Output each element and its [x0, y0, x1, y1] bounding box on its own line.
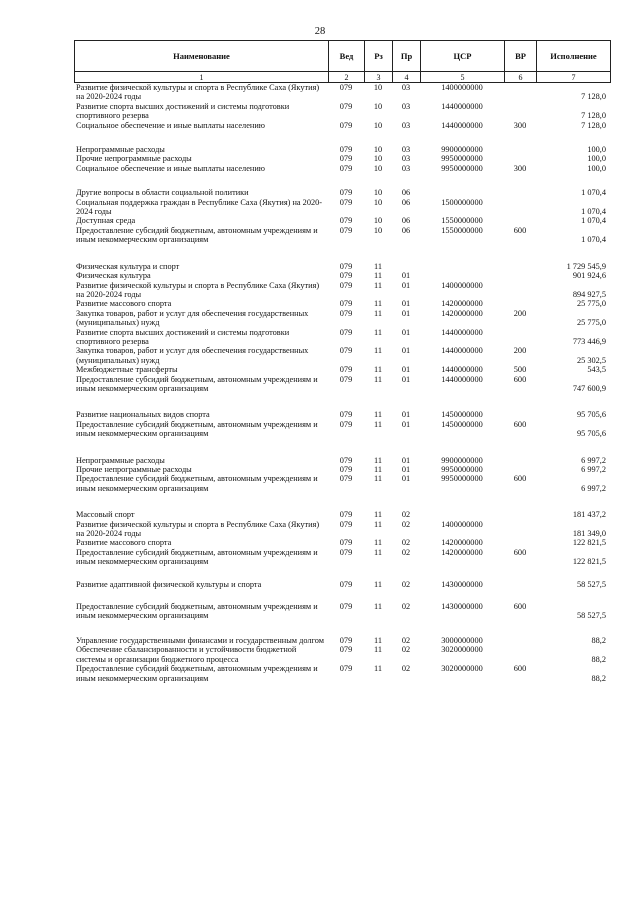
cell-vr [504, 328, 536, 347]
cell-rz: 11 [374, 664, 382, 674]
cell-pr: 02 [401, 602, 411, 612]
cell-name: Развитие спорта высших достижений и системы подготовки спортивного резерва [76, 101, 290, 121]
col-header-vr: ВР [505, 41, 537, 72]
cell-exec: 6 997,2 [581, 455, 606, 465]
cell-name: Предоставление субсидий бюджетным, автономным учреждениям и иным некоммерческим организациям [76, 225, 318, 245]
cell-rz: 10 [373, 83, 383, 92]
cell-name: Межбюджетные трансферты [76, 365, 178, 375]
cell-exec: 100,0 [587, 154, 606, 164]
cell-name: Социальное обеспечение и иные выплаты населению [76, 120, 265, 130]
cell-exec: 1 070,4 [581, 235, 606, 245]
table-row [74, 328, 610, 347]
cell-name: Развитие физической культуры и спорта в Республике Саха (Якутия) на 2020-2024 годы [76, 83, 320, 102]
cell-csr: 1430000000 [441, 602, 483, 612]
cell-name: Социальное обеспечение и иные выплаты населению [76, 163, 265, 173]
table-row [74, 271, 610, 280]
cell-pr: 01 [401, 465, 411, 474]
cell-vr: 600 [513, 664, 527, 674]
col-header-exec: Исполнение [537, 41, 611, 72]
cell-name: Развитие адаптивной физической культуры и спорта [76, 579, 262, 589]
cell-pr: 03 [401, 120, 411, 130]
col-num-pr: 4 [393, 72, 421, 83]
cell-rz: 11 [374, 299, 382, 309]
table-row [74, 410, 610, 419]
cell-name: Предоставление субсидий бюджетным, автономным учреждениям и иным некоммерческим организациям [76, 602, 318, 621]
cell-vr: 600 [513, 374, 527, 384]
cell-vr: 500 [513, 365, 527, 375]
table-body [74, 83, 610, 683]
cell-exec: 7 128,0 [581, 92, 606, 102]
col-num-rz: 3 [365, 72, 393, 83]
cell-rz: 10 [373, 188, 383, 198]
cell-ved: 079 [339, 216, 353, 226]
cell-pr: 01 [401, 365, 411, 375]
cell-exec: 88,2 [591, 654, 606, 664]
table-row [74, 226, 610, 245]
cell-ved: 079 [339, 410, 353, 420]
cell-rz: 11 [374, 308, 382, 318]
col-num-csr: 5 [421, 72, 505, 83]
table-row [74, 602, 610, 621]
cell-vr [504, 410, 536, 419]
cell-pr: 02 [401, 538, 411, 548]
cell-csr: 1440000000 [441, 346, 483, 356]
cell-csr: 1440000000 [441, 120, 483, 130]
cell-pr: 06 [401, 225, 411, 235]
cell-pr: 01 [401, 410, 411, 420]
cell-ved: 079 [339, 145, 353, 155]
table-row [74, 145, 610, 154]
cell-csr: 1440000000 [441, 365, 483, 375]
cell-csr: 9950000000 [441, 474, 483, 484]
cell-pr: 03 [401, 145, 411, 155]
col-header-name: Наименование [75, 41, 329, 72]
cell-exec: 25 775,0 [576, 318, 606, 328]
cell-vr: 200 [513, 308, 527, 318]
cell-vr [504, 102, 536, 121]
cell-csr: 1450000000 [441, 419, 483, 429]
table-row [74, 281, 610, 300]
table-header [74, 40, 611, 83]
cell-vr [504, 271, 536, 280]
spacer-row [74, 567, 610, 580]
cell-pr: 03 [401, 154, 411, 164]
cell-exec: 1 070,4 [581, 188, 606, 198]
col-num-ved: 2 [329, 72, 365, 83]
cell-vr [504, 198, 536, 217]
cell-rz: 11 [374, 271, 382, 281]
table-row [74, 164, 610, 173]
cell-rz: 10 [373, 216, 383, 226]
cell-pr: 01 [401, 271, 411, 281]
cell-rz: 11 [374, 474, 382, 484]
cell-pr: 06 [401, 188, 411, 198]
cell-rz: 11 [374, 374, 382, 384]
cell-ved: 079 [339, 538, 353, 548]
cell-name: Непрограммные расходы [76, 455, 165, 465]
table-row [74, 365, 610, 374]
cell-rz: 11 [374, 510, 382, 520]
cell-csr: 1420000000 [441, 547, 483, 557]
cell-name: Непрограммные расходы [76, 145, 165, 155]
cell-csr: 3000000000 [441, 635, 483, 645]
cell-csr: 1500000000 [441, 197, 483, 207]
cell-rz: 11 [374, 410, 382, 420]
table-row [74, 216, 610, 225]
cell-exec: 122 821,5 [572, 557, 606, 567]
cell-rz: 11 [374, 455, 382, 465]
cell-exec: 25 775,0 [576, 299, 606, 309]
cell-rz: 11 [374, 365, 382, 375]
cell-vr: 600 [513, 547, 527, 557]
cell-ved: 079 [339, 280, 353, 290]
cell-ved: 079 [339, 419, 353, 429]
cell-csr: 1400000000 [441, 280, 483, 290]
cell-csr: 1400000000 [441, 83, 483, 92]
cell-csr: 9950000000 [441, 465, 483, 474]
cell-pr: 01 [401, 280, 411, 290]
table-row [74, 121, 610, 130]
cell-exec: 25 302,5 [576, 355, 606, 365]
cell-ved: 079 [339, 225, 353, 235]
cell-exec: 1 070,4 [581, 207, 606, 217]
cell-name: Предоставление субсидий бюджетным, автономным учреждениям и иным некоммерческим организациям [76, 474, 318, 493]
col-header-pr: Пр [393, 41, 421, 72]
cell-pr [392, 262, 420, 271]
table-row [74, 465, 610, 474]
cell-exec: 181 437,2 [572, 510, 606, 520]
table-row [74, 154, 610, 163]
cell-ved: 079 [339, 474, 353, 484]
cell-ved: 079 [339, 327, 353, 337]
cell-name: Обеспечение сбалансированности и устойчивости бюджетной системы и организации бюджетного процесса [76, 645, 297, 664]
cell-ved: 079 [339, 510, 353, 520]
cell-pr: 01 [401, 474, 411, 484]
cell-ved: 079 [339, 154, 353, 164]
cell-pr: 06 [401, 216, 411, 226]
cell-exec: 122 821,5 [572, 538, 606, 548]
cell-ved: 079 [339, 120, 353, 130]
cell-vr [504, 262, 536, 271]
cell-ved: 079 [339, 197, 353, 207]
cell-name: Развитие физической культуры и спорта в Республике Саха (Якутия) на 2020-2024 годы [76, 519, 320, 539]
cell-csr: 1550000000 [441, 216, 483, 226]
cell-name: Другие вопросы в области социальной политики [76, 188, 249, 198]
cell-name: Социальная поддержка граждан в Республике Саха (Якутия) на 2020-2024 годы [76, 197, 323, 217]
cell-rz: 11 [374, 538, 382, 548]
cell-vr [504, 83, 536, 102]
cell-ved: 079 [339, 645, 353, 655]
spacer-row [74, 393, 610, 410]
cell-rz: 10 [373, 225, 383, 235]
cell-exec: 88,2 [591, 635, 606, 645]
col-header-ved: Вед [329, 41, 365, 72]
cell-exec: 1 070,4 [581, 216, 606, 226]
col-num-name: 1 [75, 72, 329, 83]
cell-vr [504, 645, 536, 664]
cell-rz: 11 [374, 465, 382, 474]
cell-rz: 10 [373, 101, 383, 111]
cell-ved: 079 [339, 602, 353, 612]
table-row [74, 83, 610, 102]
cell-rz: 11 [374, 346, 382, 356]
cell-name: Массовый спорт [76, 510, 135, 520]
cell-vr: 600 [513, 602, 527, 612]
cell-ved: 079 [339, 163, 353, 173]
cell-csr: 9950000000 [441, 154, 483, 164]
cell-rz: 11 [374, 635, 382, 645]
cell-rz: 11 [374, 280, 382, 290]
cell-name: Предоставление субсидий бюджетным, автономным учреждениям и иным некоммерческим организациям [76, 547, 318, 567]
spacer-row [74, 130, 610, 145]
table-row [74, 309, 610, 328]
cell-ved: 079 [339, 365, 353, 375]
cell-name: Развитие национальных видов спорта [76, 410, 210, 420]
cell-pr: 01 [401, 346, 411, 356]
cell-csr: 3020000000 [441, 645, 483, 655]
cell-pr: 01 [401, 455, 411, 465]
cell-exec: 901 924,6 [572, 271, 606, 281]
cell-vr: 200 [513, 346, 527, 356]
cell-ved: 079 [339, 547, 353, 557]
cell-ved: 079 [339, 664, 353, 674]
cell-csr [420, 510, 504, 519]
cell-ved: 079 [339, 299, 353, 309]
table-row [74, 456, 610, 465]
cell-pr: 03 [401, 101, 411, 111]
cell-vr [504, 216, 536, 225]
cell-csr: 9950000000 [441, 163, 483, 173]
cell-pr: 03 [401, 163, 411, 173]
table-row [74, 375, 610, 394]
table-row [74, 645, 610, 664]
col-num-vr: 6 [505, 72, 537, 83]
cell-csr [420, 188, 504, 197]
cell-vr [504, 538, 536, 547]
cell-name: Закупка товаров, работ и услуг для обеспечения государственных (муниципальных) нужд [76, 346, 309, 365]
cell-exec: 543,5 [587, 365, 606, 375]
cell-pr: 02 [401, 519, 411, 529]
col-header-rz: Рз [365, 41, 393, 72]
cell-rz: 11 [374, 547, 382, 557]
cell-name: Развитие массового спорта [76, 538, 172, 548]
cell-csr: 1550000000 [441, 225, 483, 235]
cell-name: Развитие массового спорта [76, 299, 172, 309]
cell-rz: 11 [374, 419, 382, 429]
cell-exec: 181 349,0 [572, 529, 606, 539]
cell-ved: 079 [339, 579, 353, 589]
cell-name: Предоставление субсидий бюджетным, автономным учреждениям и иным некоммерческим организациям [76, 664, 318, 683]
table-row [74, 664, 610, 683]
table-row [74, 198, 610, 217]
spacer-row [74, 245, 610, 262]
cell-csr: 1400000000 [441, 519, 483, 529]
col-num-exec: 7 [537, 72, 611, 83]
cell-name: Развитие спорта высших достижений и системы подготовки спортивного резерва [76, 327, 290, 346]
cell-rz: 10 [373, 154, 383, 164]
cell-exec: 58 527,5 [576, 611, 606, 621]
cell-ved: 079 [339, 519, 353, 529]
col-header-csr: ЦСР [421, 41, 505, 72]
cell-name: Доступная среда [76, 216, 136, 226]
cell-exec: 894 927,5 [572, 289, 606, 299]
table-row [74, 188, 610, 197]
cell-pr: 01 [401, 419, 411, 429]
cell-csr: 9900000000 [441, 145, 483, 155]
cell-csr: 9900000000 [441, 455, 483, 465]
cell-csr [420, 262, 504, 271]
cell-vr [504, 456, 536, 465]
table-row [74, 262, 610, 271]
table-row [74, 580, 610, 589]
table-row [74, 538, 610, 547]
cell-vr [504, 636, 536, 645]
cell-pr: 01 [401, 374, 411, 384]
cell-vr [504, 510, 536, 519]
cell-csr: 1450000000 [441, 410, 483, 420]
cell-exec: 6 997,2 [581, 483, 606, 493]
cell-name: Прочие непрограммные расходы [76, 154, 192, 164]
cell-exec: 7 128,0 [581, 111, 606, 121]
cell-exec: 773 446,9 [572, 336, 606, 346]
cell-ved: 079 [339, 83, 353, 92]
cell-vr [504, 145, 536, 154]
cell-exec: 95 705,6 [576, 410, 606, 420]
budget-table [74, 40, 610, 683]
cell-rz: 11 [374, 327, 382, 337]
cell-ved: 079 [339, 374, 353, 384]
cell-rz: 11 [374, 579, 382, 589]
cell-pr: 02 [401, 579, 411, 589]
table-row [74, 548, 610, 567]
table-row [74, 299, 610, 308]
cell-pr: 01 [401, 308, 411, 318]
cell-name: Физическая культура и спорт [76, 261, 180, 271]
cell-rz: 11 [374, 261, 382, 271]
cell-pr: 02 [401, 510, 411, 520]
cell-pr: 02 [401, 635, 411, 645]
spacer-row [74, 589, 610, 602]
cell-exec: 100,0 [587, 163, 606, 173]
page-number: 28 [314, 26, 326, 37]
cell-ved: 079 [339, 465, 353, 474]
cell-vr: 300 [513, 163, 527, 173]
cell-rz: 11 [374, 645, 382, 655]
cell-csr: 1420000000 [441, 308, 483, 318]
cell-exec: 58 527,5 [576, 579, 606, 589]
cell-vr [504, 465, 536, 474]
cell-csr: 1440000000 [441, 374, 483, 384]
cell-name: Физическая культура [76, 271, 151, 281]
cell-exec: 747 600,9 [572, 383, 606, 393]
cell-ved: 079 [339, 346, 353, 356]
cell-csr: 3020000000 [441, 664, 483, 674]
cell-pr: 01 [401, 327, 411, 337]
cell-rz: 10 [373, 120, 383, 130]
table-row [74, 420, 610, 439]
cell-csr [420, 271, 504, 280]
cell-vr [504, 281, 536, 300]
cell-vr [504, 580, 536, 589]
table-row [74, 346, 610, 365]
cell-exec: 95 705,6 [576, 429, 606, 439]
spacer-row [74, 173, 610, 188]
table-row [74, 520, 610, 539]
table-row [74, 636, 610, 645]
cell-ved: 079 [339, 635, 353, 645]
cell-exec: 100,0 [587, 145, 606, 155]
cell-vr: 600 [513, 474, 527, 484]
cell-exec: 88,2 [591, 673, 606, 683]
cell-name: Предоставление субсидий бюджетным, автономным учреждениям и иным некоммерческим организациям [76, 419, 318, 439]
cell-exec: 1 729 545,9 [566, 261, 606, 271]
cell-rz: 11 [374, 602, 382, 612]
cell-vr [504, 188, 536, 197]
cell-ved: 079 [339, 188, 353, 198]
cell-rz: 10 [373, 163, 383, 173]
cell-pr: 01 [401, 299, 411, 309]
cell-vr [504, 154, 536, 163]
cell-exec: 6 997,2 [581, 465, 606, 474]
cell-vr: 600 [513, 419, 527, 429]
cell-ved: 079 [339, 271, 353, 281]
cell-pr: 02 [401, 645, 411, 655]
cell-rz: 11 [374, 519, 382, 529]
cell-csr: 1440000000 [441, 327, 483, 337]
cell-name: Предоставление субсидий бюджетным, автономным учреждениям и иным некоммерческим организациям [76, 374, 318, 393]
cell-name: Прочие непрограммные расходы [76, 465, 192, 474]
cell-ved: 079 [339, 101, 353, 111]
cell-rz: 10 [373, 197, 383, 207]
cell-vr: 300 [513, 120, 527, 130]
cell-csr: 1440000000 [441, 101, 483, 111]
cell-exec: 7 128,0 [581, 120, 606, 130]
table-row [74, 510, 610, 519]
cell-pr: 02 [401, 664, 411, 674]
cell-pr: 02 [401, 547, 411, 557]
cell-csr: 1420000000 [441, 299, 483, 309]
spacer-row [74, 493, 610, 510]
table-row [74, 474, 610, 493]
table-row [74, 102, 610, 121]
spacer-row [74, 439, 610, 456]
spacer-row [74, 621, 610, 636]
cell-pr: 06 [401, 197, 411, 207]
cell-vr [504, 520, 536, 539]
cell-name: Развитие физической культуры и спорта в Республике Саха (Якутия) на 2020-2024 годы [76, 280, 320, 299]
cell-name: Управление государственными финансами и государственным долгом [76, 635, 324, 645]
cell-ved: 079 [339, 308, 353, 318]
cell-vr: 600 [513, 225, 527, 235]
cell-ved: 079 [339, 455, 353, 465]
cell-name: Закупка товаров, работ и услуг для обеспечения государственных (муниципальных) нужд [76, 308, 309, 328]
cell-rz: 10 [373, 145, 383, 155]
cell-ved: 079 [339, 261, 353, 271]
cell-pr: 03 [401, 83, 411, 92]
cell-vr [504, 299, 536, 308]
cell-csr: 1430000000 [441, 579, 483, 589]
cell-csr: 1420000000 [441, 538, 483, 548]
